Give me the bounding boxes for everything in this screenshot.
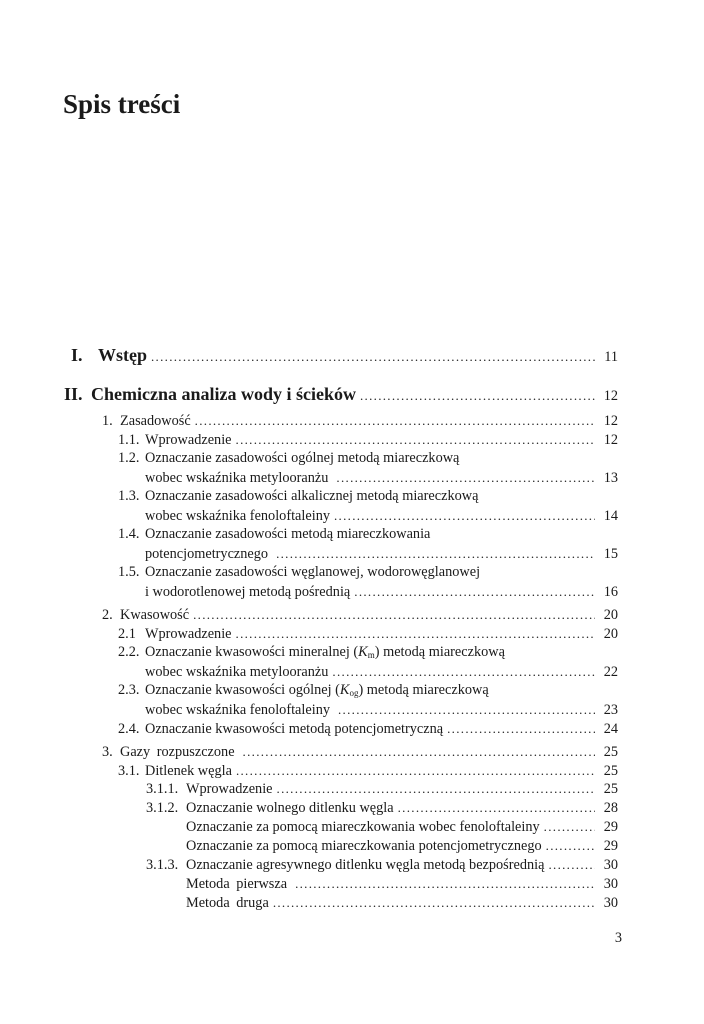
toc-number: 3.1.1.	[146, 781, 179, 797]
toc-leader	[354, 582, 595, 602]
toc-page-number: 12	[603, 388, 618, 404]
toc-entry-2-3[interactable]	[145, 700, 618, 719]
toc-page-number: 20	[603, 626, 618, 642]
toc-entry-1-4-line1[interactable]	[118, 525, 430, 544]
symbol-subscript: og	[349, 688, 359, 698]
toc-page-number: 12	[603, 432, 618, 448]
toc-leader	[236, 430, 595, 450]
toc-number: 2.	[102, 607, 113, 623]
toc-page-number: 14	[603, 508, 618, 524]
toc-number: 3.1.2.	[146, 800, 179, 816]
toc-title-line1-a: Oznaczanie kwasowości mineralnej (	[145, 644, 359, 660]
toc-entry-3-1-2[interactable]	[146, 798, 618, 817]
toc-leader	[236, 624, 595, 644]
toc-number: II.	[64, 384, 83, 404]
toc-entry-1-2[interactable]	[145, 468, 618, 487]
toc-title-line1-b: ) metodą miareczkową	[374, 644, 505, 660]
toc-title: Oznaczanie za pomocą miareczkowania wobec fenoloftaleiny	[186, 819, 540, 835]
toc-title-line1-a: Oznaczanie kwasowości ogólnej (	[145, 682, 340, 698]
toc-title: Metoda pierwsza	[186, 876, 288, 892]
toc-title: Oznaczanie wolnego ditlenku węgla	[186, 800, 394, 816]
toc-leader	[336, 468, 595, 488]
toc-entry-kwasowosc[interactable]	[102, 605, 618, 624]
toc-leader	[277, 779, 595, 799]
toc-page-number: 28	[603, 800, 618, 816]
symbol-k: K	[339, 682, 350, 698]
toc-page-number: 13	[603, 470, 618, 486]
symbol-k: K	[358, 644, 368, 660]
toc-entry-3-1-2-b[interactable]	[186, 836, 618, 855]
toc-entry-1-3[interactable]	[145, 506, 618, 525]
toc-entry-1-5-line1[interactable]	[118, 563, 480, 582]
toc-page-number: 20	[603, 607, 618, 623]
toc-number: 1.5.	[118, 564, 140, 580]
toc-page-number: 12	[603, 413, 618, 429]
toc-number: 1.3.	[118, 488, 140, 504]
toc-page-number: 25	[603, 763, 618, 779]
toc-number: 3.1.	[118, 763, 140, 779]
toc-title: Metoda druga	[186, 895, 269, 911]
toc-page-number: 29	[603, 819, 618, 835]
toc-entry-chemiczna-analiza[interactable]	[64, 382, 618, 406]
toc-leader	[548, 855, 595, 875]
toc-page-number: 29	[603, 838, 618, 854]
toc-page-number: 30	[603, 857, 618, 873]
toc-entry-2-1[interactable]	[118, 624, 618, 643]
toc-title-line1: Oznaczanie zasadowości alkalicznej metodą miareczkową	[145, 488, 479, 504]
toc-title: Wstęp	[98, 345, 147, 365]
toc-title: Ditlenek węgla	[145, 763, 232, 779]
toc-number: 2.2.	[118, 644, 140, 660]
toc-page-number: 30	[603, 876, 618, 892]
toc-leader	[151, 343, 595, 369]
toc-title: wobec wskaźnika metylooranżu	[145, 470, 329, 486]
toc-title: Oznaczanie agresywnego ditlenku węgla metodą bezpośrednią	[186, 857, 545, 873]
toc-entry-1-4[interactable]	[145, 544, 618, 563]
toc-leader	[332, 662, 595, 682]
toc-title-line1-b: ) metodą miareczkową	[358, 682, 489, 698]
toc-entry-1-5[interactable]	[145, 582, 618, 601]
toc-number: 1.2.	[118, 450, 140, 466]
toc-entry-3-1-3-a[interactable]	[186, 874, 618, 893]
toc-page-number: 25	[603, 781, 618, 797]
toc-leader	[273, 893, 595, 913]
toc-leader	[276, 544, 595, 564]
toc-entry-3-1-2-a[interactable]	[186, 817, 618, 836]
page-number: 3	[614, 930, 622, 946]
toc-number: 1.1.	[118, 432, 140, 448]
toc-entry-wstep[interactable]	[71, 343, 618, 367]
toc-number: 2.1	[118, 626, 136, 642]
toc-leader	[193, 605, 595, 625]
toc-title: wobec wskaźnika metylooranżu	[145, 664, 329, 680]
toc-leader	[544, 817, 595, 837]
toc-entry-gazy[interactable]	[102, 742, 618, 761]
toc-entry-3-1-1[interactable]	[146, 779, 618, 798]
toc-entry-3-1-3[interactable]	[146, 855, 618, 874]
toc-title: Wprowadzenie	[145, 432, 232, 448]
toc-title-line1: Oznaczanie zasadowości metodą miareczkowania	[145, 526, 431, 542]
toc-page-number: 11	[604, 349, 618, 365]
toc-number: 3.	[102, 744, 113, 760]
toc-leader	[360, 382, 595, 408]
toc-leader	[447, 719, 595, 739]
toc-title: Gazy rozpuszczone	[120, 744, 235, 760]
toc-entry-2-4[interactable]	[118, 719, 618, 738]
toc-title: Zasadowość	[120, 413, 191, 429]
toc-number: I.	[71, 345, 83, 365]
toc-number: 1.4.	[118, 526, 140, 542]
toc-title-line1: Oznaczanie zasadowości ogólnej metodą miareczkową	[145, 450, 460, 466]
toc-title: i wodorotlenowej metodą pośrednią	[145, 584, 351, 600]
toc-page-number: 30	[603, 895, 618, 911]
toc-entry-1-3-line1[interactable]	[118, 487, 478, 506]
toc-entry-3-1-3-b[interactable]	[186, 893, 618, 912]
toc-leader	[546, 836, 595, 856]
toc-page-number: 23	[603, 702, 618, 718]
toc-title: Oznaczanie kwasowości metodą potencjometryczną	[145, 721, 444, 737]
toc-number: 1.	[102, 413, 113, 429]
toc-leader	[334, 506, 595, 526]
toc-entry-2-3-line1[interactable]	[118, 681, 489, 700]
toc-entry-2-2-line1[interactable]	[118, 643, 505, 662]
toc-page-number: 25	[603, 744, 618, 760]
toc-title: wobec wskaźnika fenoloftaleiny	[145, 702, 330, 718]
toc-title: Kwasowość	[120, 607, 190, 623]
toc-entry-2-2[interactable]	[145, 662, 618, 681]
toc-title-line1: Oznaczanie zasadowości węglanowej, wodorowęglanowej	[145, 564, 481, 580]
toc-number: 2.4.	[118, 721, 140, 737]
toc-entry-1-1[interactable]	[118, 430, 618, 449]
page-title: Spis treści	[63, 89, 181, 119]
toc-title: Wprowadzenie	[145, 626, 232, 642]
toc-page-number: 24	[603, 721, 618, 737]
toc-title: Oznaczanie za pomocą miareczkowania potencjometrycznego	[186, 838, 542, 854]
toc-leader	[398, 798, 595, 818]
toc-entry-1-2-line1[interactable]	[118, 449, 459, 468]
toc-entry-3-1[interactable]	[118, 761, 618, 780]
toc-page-number: 16	[603, 584, 618, 600]
toc-page-number: 22	[603, 664, 618, 680]
toc-title: wobec wskaźnika fenoloftaleiny	[145, 508, 330, 524]
toc-title: potencjometrycznego	[145, 546, 269, 562]
toc-number: 2.3.	[118, 682, 140, 698]
toc-leader	[295, 874, 595, 894]
toc-leader	[243, 742, 595, 762]
symbol-subscript: m	[367, 650, 375, 660]
toc-title: Wprowadzenie	[186, 781, 273, 797]
toc-leader	[338, 700, 595, 720]
toc-entry-zasadowosc[interactable]	[102, 411, 618, 430]
toc-leader	[236, 761, 595, 781]
toc-leader	[195, 411, 595, 431]
toc-title: Chemiczna analiza wody i ścieków	[91, 384, 356, 404]
toc-number: 3.1.3.	[146, 857, 179, 873]
toc-page-number: 15	[603, 546, 618, 562]
